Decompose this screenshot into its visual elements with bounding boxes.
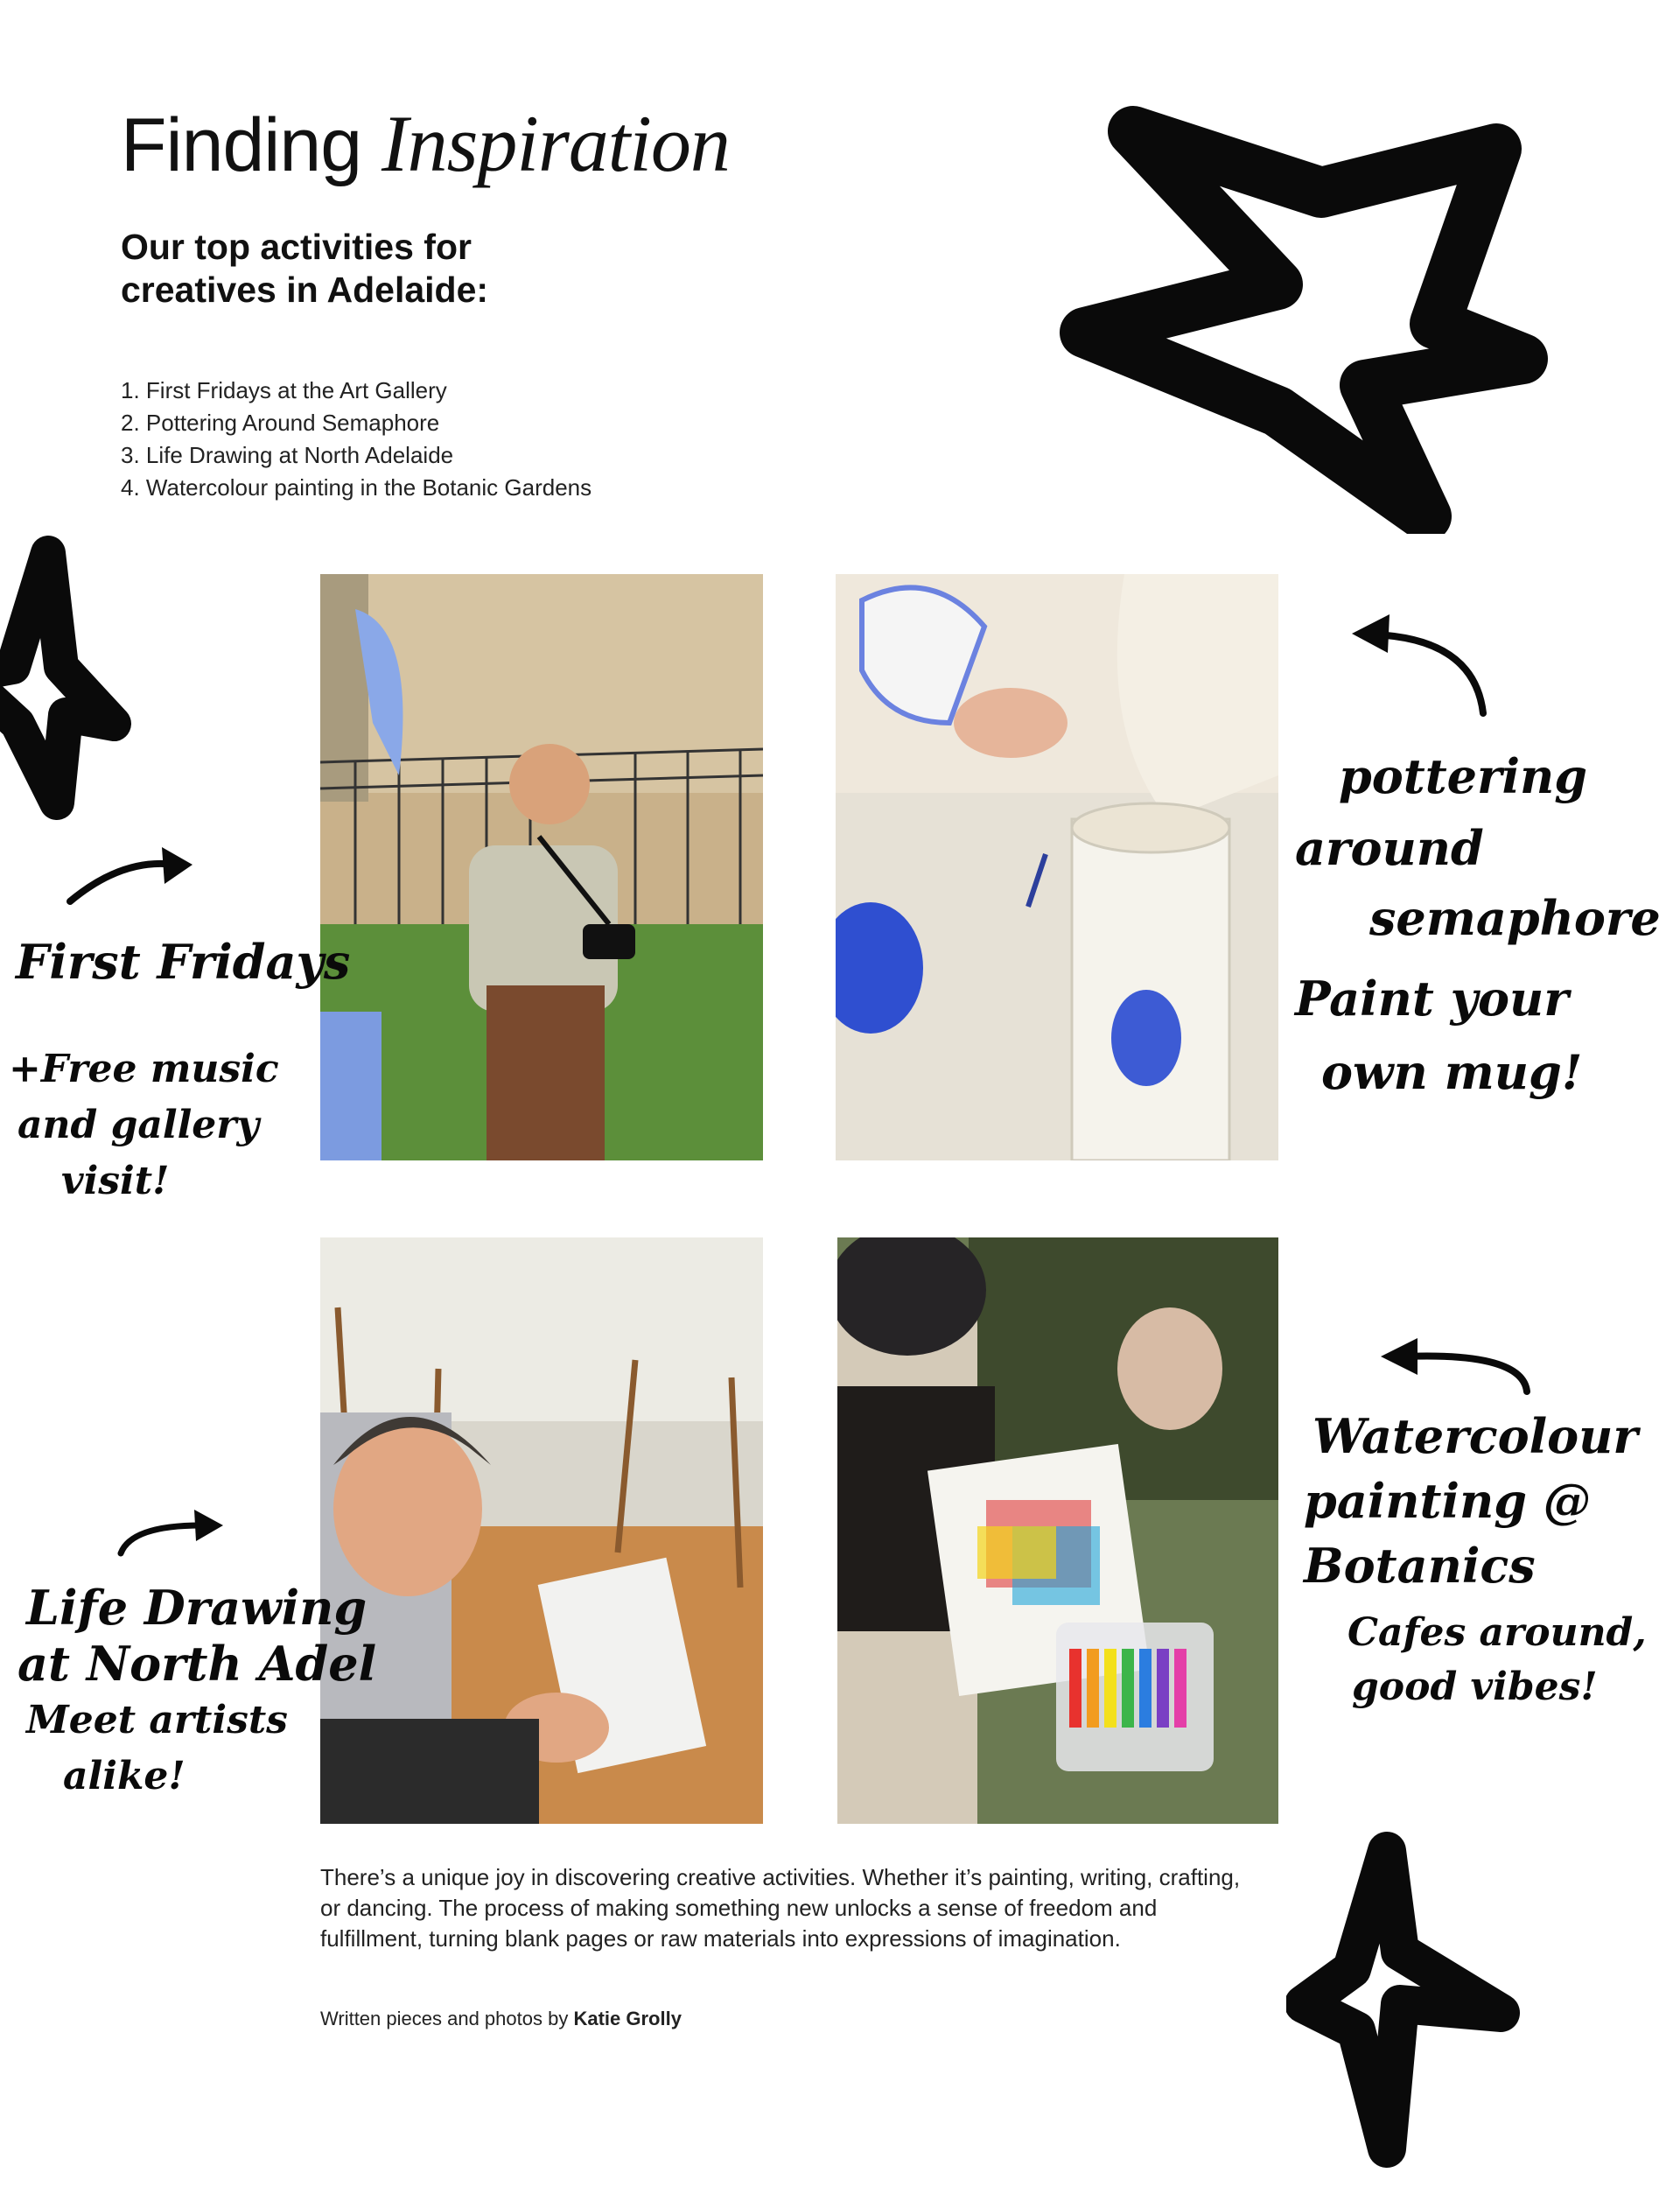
life-drawing-line-2: alike! xyxy=(63,1754,186,1798)
activity-item: 2. Pottering Around Semaphore xyxy=(121,410,440,436)
subtitle-line-2: creatives in Adelaide: xyxy=(121,270,489,311)
title-italic: Inspiration xyxy=(381,99,730,188)
credit-prefix: Written pieces and photos by xyxy=(320,2008,569,2029)
pottering-title-line-1: pottering xyxy=(1339,748,1588,804)
activity-item: 3. Life Drawing at North Adelaide xyxy=(121,442,454,468)
photo-life-drawing xyxy=(320,1237,763,1824)
star-doodle-icon xyxy=(1059,96,1584,534)
first-fridays-line-3: visit! xyxy=(61,1159,170,1203)
photo-credit xyxy=(320,2008,682,2030)
subtitle xyxy=(121,226,611,312)
watercolour-line-2: good vibes! xyxy=(1352,1665,1598,1709)
watercolour-title-line-3: Botanics xyxy=(1304,1538,1536,1594)
credit-author: Katie Grolly xyxy=(573,2008,682,2029)
photo-first-fridays xyxy=(320,574,763,1160)
pottering-line-1: Paint your xyxy=(1295,971,1569,1027)
first-fridays-line-2: and gallery xyxy=(18,1103,260,1147)
body-paragraph: There’s a unique joy in discovering creative activities. Whether it’s painting, writing, crafting, or dancing. The process of making something new unlocks a sense of freedom and fulfillment, turning blank pages or raw materials into expressions of imagination. xyxy=(320,1864,1241,1952)
activity-item: 1. First Fridays at the Art Gallery xyxy=(121,377,447,403)
arrow-icon xyxy=(1365,1326,1540,1405)
arrow-icon xyxy=(114,1501,228,1571)
watercolour-title-line-1: Watercolour xyxy=(1312,1408,1638,1464)
title-plain: Finding xyxy=(121,103,362,187)
first-fridays-line-1: +Free music xyxy=(9,1047,279,1091)
star-doodle-icon xyxy=(0,536,140,824)
pottering-line-2: own mug! xyxy=(1321,1044,1583,1100)
photo-watercolour xyxy=(837,1237,1278,1824)
life-drawing-line-1: Meet artists xyxy=(26,1698,288,1742)
life-drawing-title-line-2: at North Adel xyxy=(18,1636,377,1692)
page-title xyxy=(121,99,730,188)
watercolour-line-1: Cafes around, xyxy=(1348,1610,1647,1655)
subtitle-line-1: Our top activities for xyxy=(121,227,472,267)
pottering-title-line-3: semaphore xyxy=(1369,890,1661,946)
photo-pottering xyxy=(836,574,1278,1160)
activity-list xyxy=(121,375,592,504)
pottering-title-line-2: around xyxy=(1295,820,1484,876)
activity-item: 4. Watercolour painting in the Botanic Gardens xyxy=(121,474,592,501)
life-drawing-title-line-1: Life Drawing xyxy=(26,1580,368,1636)
arrow-icon xyxy=(1339,604,1496,726)
star-doodle-icon xyxy=(1286,1829,1531,2170)
watercolour-title-line-2: painting @ xyxy=(1304,1473,1591,1529)
first-fridays-title: First Fridays xyxy=(16,934,351,990)
arrow-icon xyxy=(61,840,201,919)
